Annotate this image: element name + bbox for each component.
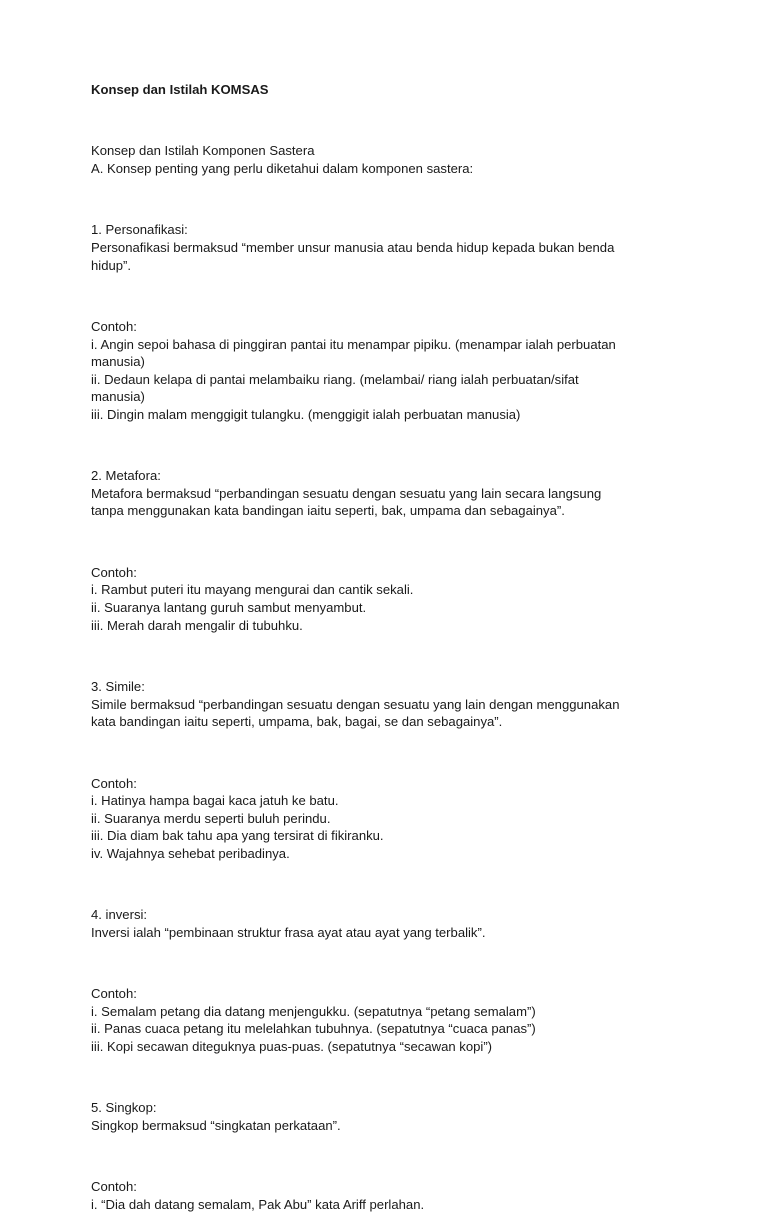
document-title: Konsep dan Istilah KOMSAS	[91, 82, 269, 97]
text-line: 5. Singkop:	[91, 1100, 157, 1116]
text-line: ii. Suaranya merdu seperti buluh perindu.	[91, 810, 331, 826]
text-line: Singkop bermaksud “singkatan perkataan”.	[91, 1118, 341, 1133]
text-line: Contoh:	[91, 986, 137, 1002]
blank-line	[91, 191, 691, 209]
text-line: iii. Kopi secawan diteguknya puas-puas. (sepatutnya “secawan kopi”)	[91, 1039, 493, 1055]
text-line: 4. inversi:	[91, 907, 148, 923]
text-line: 1. Personafikasi:	[91, 222, 188, 238]
text-line: Contoh:	[91, 1179, 137, 1195]
document-body	[91, 112, 691, 1214]
blank-line	[91, 287, 691, 305]
text-line: iii. Dingin malam menggigit tulangku. (menggigit ialah perbuatan manusia)	[91, 406, 521, 422]
text-line: manusia)	[91, 389, 145, 405]
blank-line	[91, 1069, 691, 1087]
text-line: iv. Wajahnya sehebat peribadinya.	[91, 845, 290, 861]
blank-line	[91, 955, 691, 973]
blank-line	[91, 533, 691, 551]
text-line: kata bandingan iaitu seperti, umpama, bak, bagai, se dan sebagainya”.	[91, 714, 503, 730]
blank-line	[91, 876, 691, 894]
blank-line	[91, 437, 691, 455]
text-line: i. Semalam petang dia datang menjengukku. (sepatutnya “petang semalam”)	[91, 1003, 536, 1019]
text-line: iii. Merah darah mengalir di tubuhku.	[91, 617, 303, 633]
text-line: Personafikasi bermaksud “member unsur manusia atau benda hidup kepada bukan benda	[91, 239, 615, 255]
text-line: i. Rambut puteri itu mayang mengurai dan cantik sekali.	[91, 582, 414, 598]
text-line: tanpa menggunakan kata bandingan iaitu seperti, bak, umpama dan sebagainya”.	[91, 503, 565, 519]
text-line: i. “Dia dah datang semalam, Pak Abu” kata Ariff perlahan.	[91, 1196, 425, 1212]
text-line: Simile bermaksud “perbandingan sesuatu dengan sesuatu yang lain dengan menggunakan	[91, 696, 620, 712]
blank-line	[91, 112, 691, 130]
text-line: iii. Dia diam bak tahu apa yang tersirat di fikiranku.	[91, 828, 384, 844]
text-line: hidup”.	[91, 257, 132, 273]
text-line: Contoh:	[91, 318, 137, 334]
text-line: 2. Metafora:	[91, 468, 161, 484]
text-line: i. Hatinya hampa bagai kaca jatuh ke batu.	[91, 793, 339, 809]
text-line: ii. Panas cuaca petang itu melelahkan tubuhnya. (sepatutnya “cuaca panas”)	[91, 1021, 536, 1037]
text-line: Konsep dan Istilah Komponen Sastera	[91, 143, 315, 159]
text-line: ii. Suaranya lantang guruh sambut menyambut.	[91, 600, 367, 615]
blank-line	[91, 647, 691, 665]
text-line: 3. Simile:	[91, 678, 145, 694]
text-line: i. Angin sepoi bahasa di pinggiran pantai itu menampar pipiku. (menampar ialah perbuatan	[91, 336, 616, 352]
blank-line	[91, 1148, 691, 1166]
text-line: Contoh:	[91, 564, 137, 580]
blank-line	[91, 744, 691, 762]
text-line: Metafora bermaksud “perbandingan sesuatu dengan sesuatu yang lain secara langsung	[91, 485, 602, 501]
text-line: Inversi ialah “pembinaan struktur frasa ayat atau ayat yang terbalik”.	[91, 924, 486, 940]
text-line: A. Konsep penting yang perlu diketahui dalam komponen sastera:	[91, 160, 474, 176]
text-line: Contoh:	[91, 775, 137, 791]
text-line: ii. Dedaun kelapa di pantai melambaiku riang. (melambai/ riang ialah perbuatan/sifat	[91, 371, 579, 387]
text-line: manusia)	[91, 354, 145, 370]
document-page	[91, 81, 691, 1214]
